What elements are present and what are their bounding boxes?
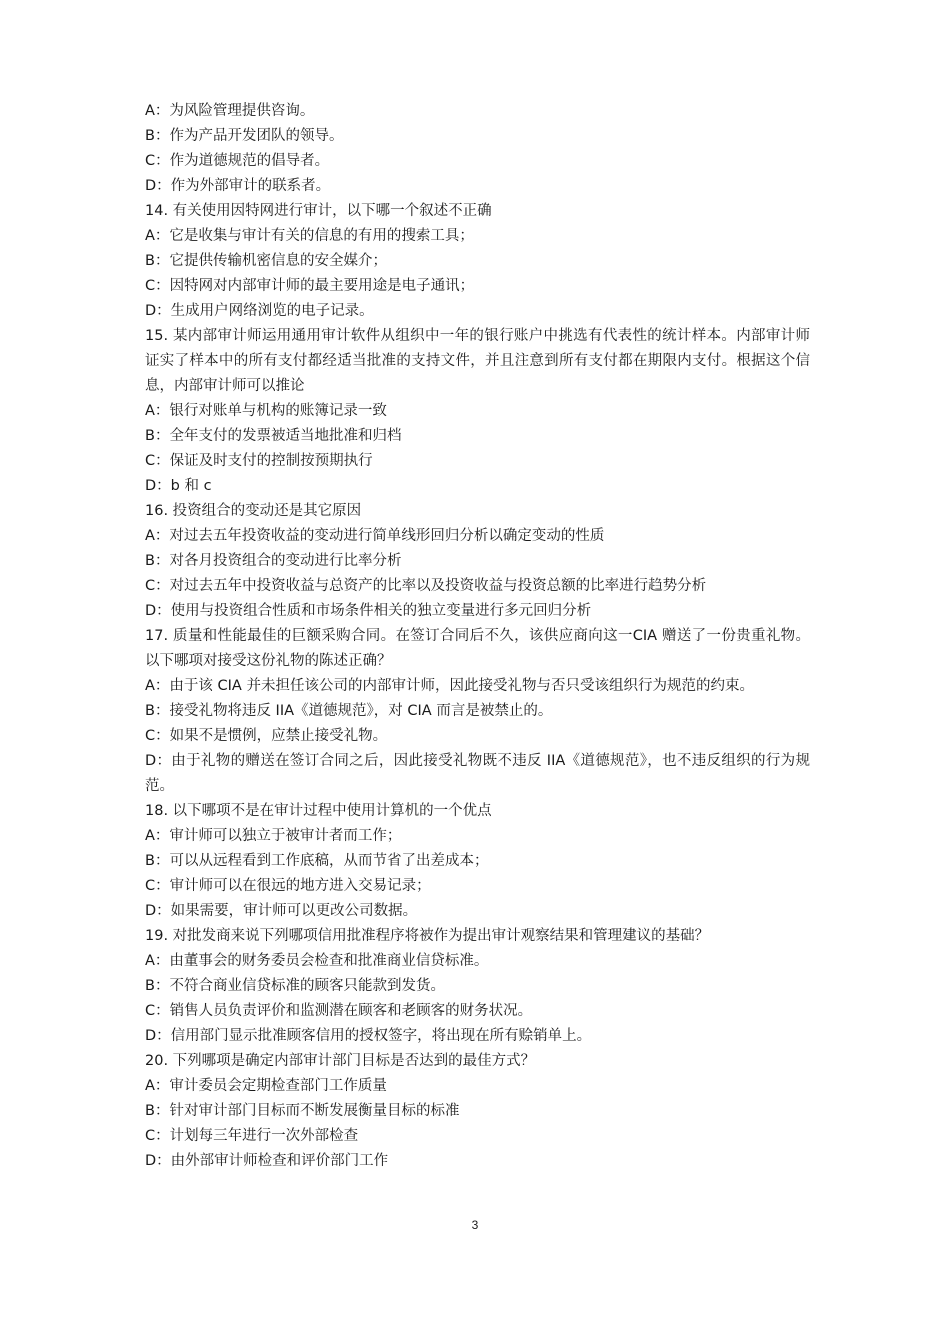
page-number: 3: [471, 1218, 479, 1232]
question-18: 18. 以下哪项不是在审计过程中使用计算机的一个优点: [145, 803, 492, 819]
question-19: 19. 对批发商来说下列哪项信用批准程序将被作为提出审计观察结果和管理建议的基础？: [145, 928, 710, 944]
option-b-q16: B：对各月投资组合的变动进行比率分析: [145, 553, 402, 569]
option-c-q13: C：作为道德规范的倡导者。: [145, 153, 330, 169]
option-c-q14: C：因特网对内部审计师的最主要用途是电子通讯；: [145, 278, 475, 294]
option-d-q13: D：作为外部审计的联系者。: [145, 178, 331, 194]
option-c-q17: C：如果不是惯例，应禁止接受礼物。: [145, 728, 388, 744]
option-d-q17: D：由于礼物的赠送在签订合同之后，因此接受礼物既不违反 IIA《道德规范》，也不违反组织的行为规范。: [145, 753, 810, 794]
option-a-q19: A：由董事会的财务委员会检查和批准商业信贷标准。: [145, 953, 489, 969]
option-c-q19: C：销售人员负责评价和监测潜在顾客和老顾客的财务状况。: [145, 1003, 533, 1019]
option-c-q16: C：对过去五年中投资收益与总资产的比率以及投资收益与投资总额的比率进行趋势分析: [145, 578, 707, 594]
option-d-q18: D：如果需要，审计师可以更改公司数据。: [145, 903, 418, 919]
option-d-q20: D：由外部审计师检查和评价部门工作: [145, 1153, 389, 1169]
option-b-q19: B：不符合商业信贷标准的顾客只能款到发货。: [145, 978, 445, 994]
option-a-q18: A：审计师可以独立于被审计者而工作；: [145, 828, 402, 844]
option-c-q20: C：计划每三年进行一次外部检查: [145, 1128, 359, 1144]
option-b-q15: B：全年支付的发票被适当地批准和归档: [145, 428, 402, 444]
question-15: 15. 某内部审计师运用通用审计软件从组织中一年的银行账户中挑选有代表性的统计样本。内部审计师证实了样本中的所有支付都经适当批准的支持文件，并且注意到所有支付都在期限内支付。根据这个信息，内部审计师可以推论: [145, 328, 810, 394]
option-a-q15: A：银行对账单与机构的账簿记录一致: [145, 403, 387, 419]
option-a-q17: A：由于该 CIA 并未担任该公司的内部审计师，因此接受礼物与否只受该组织行为规范的约束。: [145, 678, 754, 694]
question-17: 17. 质量和性能最佳的巨额采购合同。在签订合同后不久，该供应商向这一CIA 赠送了一份贵重礼物。以下哪项对接受这份礼物的陈述正确？: [145, 628, 810, 669]
page-content: [145, 99, 810, 1174]
option-c-q15: C：保证及时支付的控制按预期执行: [145, 453, 373, 469]
option-d-q15: D：b 和 c: [145, 478, 212, 494]
option-d-q19: D：信用部门显示批准顾客信用的授权签字，将出现在所有赊销单上。: [145, 1028, 592, 1044]
question-14: 14. 有关使用因特网进行审计，以下哪一个叙述不正确: [145, 203, 492, 219]
option-c-q18: C：审计师可以在很远的地方进入交易记录；: [145, 878, 431, 894]
option-a-q16: A：对过去五年投资收益的变动进行简单线形回归分析以确定变动的性质: [145, 528, 605, 544]
option-b-q17: B：接受礼物将违反 IIA《道德规范》，对 CIA 而言是被禁止的。: [145, 703, 553, 719]
option-b-q20: B：针对审计部门目标而不断发展衡量目标的标准: [145, 1103, 460, 1119]
option-a-q14: A：它是收集与审计有关的信息的有用的搜索工具；: [145, 228, 474, 244]
option-d-q14: D：生成用户网络浏览的电子记录。: [145, 303, 374, 319]
option-b-q18: B：可以从远程看到工作底稿，从而节省了出差成本；: [145, 853, 489, 869]
option-b-q13: B：作为产品开发团队的领导。: [145, 128, 344, 144]
question-20: 20. 下列哪项是确定内部审计部门目标是否达到的最佳方式？: [145, 1053, 536, 1069]
option-b-q14: B：它提供传输机密信息的安全媒介；: [145, 253, 387, 269]
option-a-q13: A：为风险管理提供咨询。: [145, 103, 315, 119]
question-16: 16. 投资组合的变动还是其它原因: [145, 503, 362, 519]
option-d-q16: D：使用与投资组合性质和市场条件相关的独立变量进行多元回归分析: [145, 603, 592, 619]
option-a-q20: A：审计委员会定期检查部门工作质量: [145, 1078, 387, 1094]
